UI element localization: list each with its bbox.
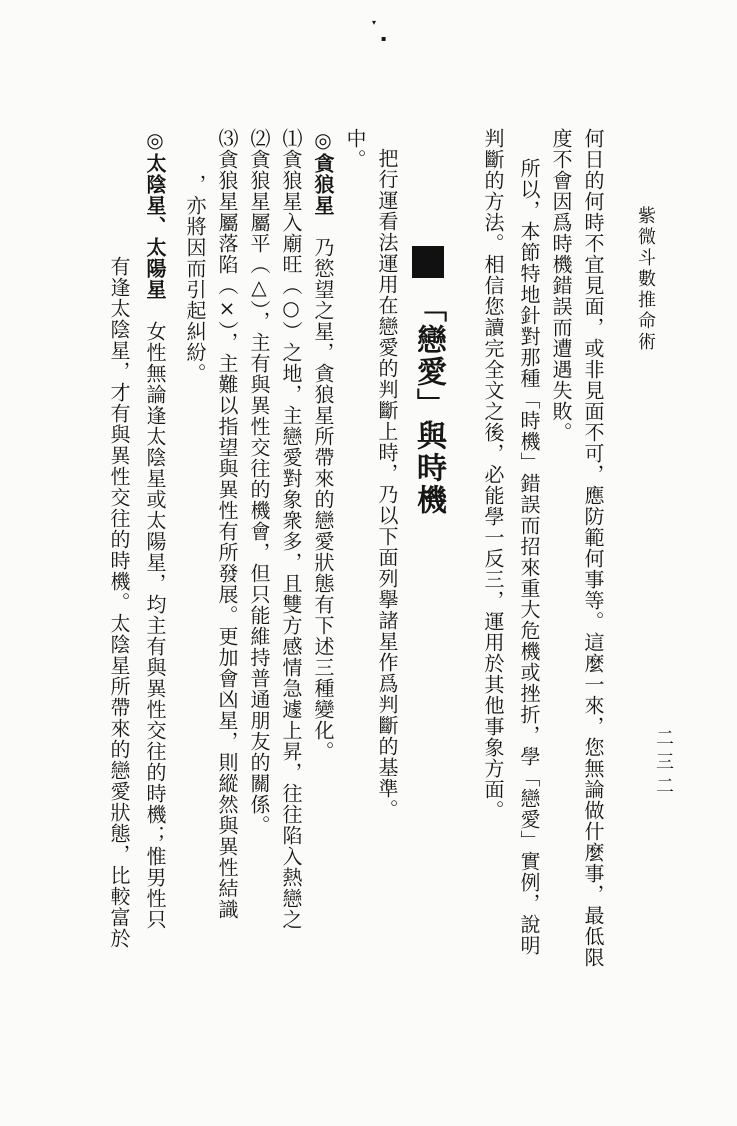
text-column: ，亦將因而引起糾紛。: [183, 174, 207, 384]
text-column: 判斷的方法。相信您讀完全文之後，必能學一反三，運用於其他事象方面。: [481, 128, 505, 821]
text-column: ⑴貪狼星入廟旺（○）之地，主戀愛對象衆多，且雙方感情急遽上昇，往往陷入熱戀之: [279, 128, 303, 930]
heading-square-icon: [412, 246, 444, 278]
text-fragment: 女性無論逢太陰星或太陽星，均主有與異性交往的時機；惟男性只: [143, 300, 167, 930]
text-column: 中。: [343, 128, 367, 170]
text-column: 度不會因爲時機錯誤而遭遇失敗。: [549, 128, 573, 443]
section-title: 「戀愛」與時機: [411, 292, 446, 516]
star-label: ◎太陰星、太陽星: [143, 128, 167, 300]
text-column: ⑶貪狼星屬落陷（×），主難以指望與異性有所發展。更加會凶星，則縱然與異性結識: [215, 128, 239, 920]
section-heading: [400, 246, 456, 576]
scan-speck: ▾: [372, 18, 377, 27]
text-column: 有逢太陰星，才有與異性交往的時機。太陰星所帶來的戀愛狀態，比較富於: [107, 256, 131, 949]
text-column: 把行運看法運用在戀愛的判斷上時，乃以下面列擧諸星作爲判斷的基準。: [375, 148, 399, 820]
text-column: [140, 128, 170, 998]
text-column: 何日的何時不宜見面，或非見面不可，應防範何事等。這麼一來，您無論做什麼事，最低限: [581, 128, 605, 968]
scan-speck: ▪: [381, 34, 387, 43]
text-fragment: 乃慾望之星，貪狼星所帶來的戀愛狀態有下述三種變化。: [311, 216, 335, 762]
text-column: ⑵貪狼星屬平（△），主有與異性交往的機會，但只能維持普通朋友的關係。: [247, 128, 271, 836]
text-column: [308, 128, 338, 998]
page-number: 二三二: [653, 728, 674, 800]
running-title: 紫微斗數推命術: [635, 206, 656, 353]
text-column: 所以，本節特地針對那種「時機」錯誤而招來重大危機或挫折，學「戀愛」實例，說明: [517, 158, 541, 956]
star-label: ◎貪狼星: [311, 128, 335, 216]
